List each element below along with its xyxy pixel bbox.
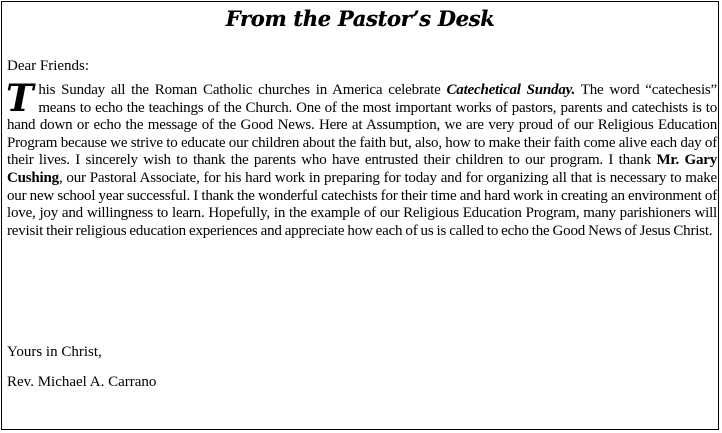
letter-body <box>6 76 718 240</box>
letter-text-3: , our Pastoral Associate, for his hard work in preparing for today and for organizing all that is necessary to make our new school year successful. I thank the wonderful catechists for their time and hard work in creating an environment of love, joy and willingness to learn. Hopefully, in the example of our Religious Education Program, many parishioners will revisit their religious education experiences and appreciate how each of us is called to echo the Good News of Jesus Christ. <box>7 169 717 239</box>
closing: Yours in Christ, <box>7 344 102 360</box>
letter-text-2: The word “catechesis” means to echo the teachings of the Church. One of the most important works of pastors, parents and catechists is to hand down or echo the message of the Good News. Here at Assumption, we are very proud of our Religious Education Program because we strive to educate our children about the faith but, also, how to make their faith come alive each day of their lives. I sincerely wish to thank the parents who have entrusted their children to our program. I thank <box>7 82 718 169</box>
associate-name: Mr. Gary Cushing <box>7 152 717 186</box>
salutation: Dear Friends: <box>7 58 90 74</box>
letter-text-1: his Sunday all the Roman Catholic churches in America celebrate <box>38 82 447 98</box>
signature: Rev. Michael A. Carrano <box>7 374 157 390</box>
column-heading: From the Pastor’s Desk <box>225 6 495 31</box>
bulletin-frame <box>1 1 719 430</box>
catechetical-sunday-text: Catechetical Sunday. <box>446 82 576 98</box>
drop-cap: T <box>6 76 34 120</box>
